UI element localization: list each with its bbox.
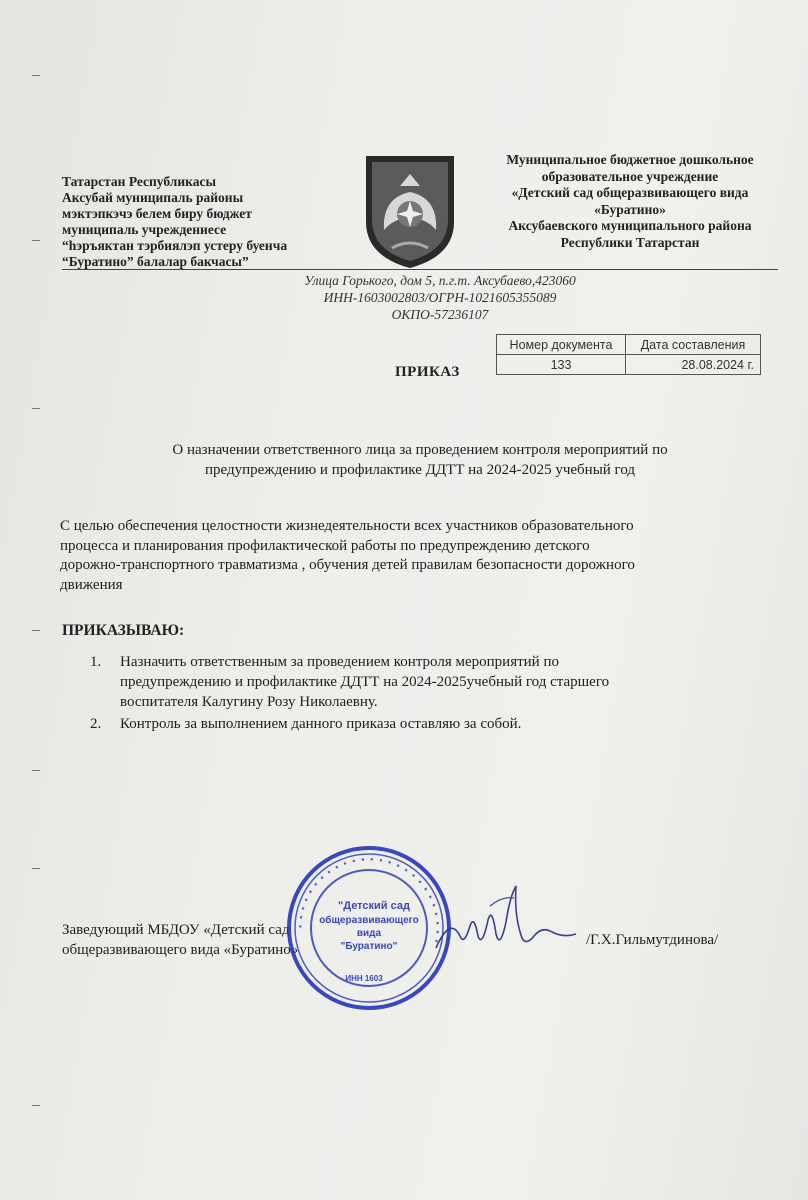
header-right-line: Муниципальное бюджетное дошкольное <box>506 152 754 167</box>
doc-number-header: Номер документа <box>497 335 626 355</box>
margin-mark <box>32 868 40 869</box>
doc-number-value: 133 <box>497 355 626 375</box>
preamble-line: процесса и планирования профилактической работы по предупреждению детского <box>60 537 590 554</box>
header-divider <box>62 269 778 270</box>
margin-mark <box>32 240 40 241</box>
stamp-text: "Детский сад <box>338 900 410 912</box>
header-right-line: образовательное учреждение <box>541 168 719 184</box>
margin-mark <box>32 630 40 631</box>
stamp-text: вида <box>356 928 382 939</box>
order-label: ПРИКАЗЫВАЮ: <box>62 622 185 639</box>
address-inn: ИНН-1603002803/ОГРН-1021605355089 <box>323 290 557 305</box>
preamble-line: дорожно-транспортного травматизма , обучения детей правилам безопасности дорожного <box>60 557 635 573</box>
header-left-line: “hэръяктан тэрбиялэп устеру буенча <box>62 238 288 253</box>
header-right-line: «Буратино» <box>594 201 666 217</box>
doc-date-header: Дата составления <box>626 335 761 355</box>
address-okpo: ОКПО-57236107 <box>391 307 489 322</box>
header-right-line: «Детский сад общеразвивающего вида <box>511 185 749 200</box>
address-street: Улица Горького, дом 5, п.г.т. Аксубаево,423060 <box>304 273 576 288</box>
subject-line: предупреждению и профилактике ДДТТ на 2024-2025 учебный год <box>204 462 636 478</box>
margin-mark <box>32 408 40 409</box>
header-right-russian <box>472 152 788 251</box>
stamp-text: общеразвивающего <box>319 915 419 926</box>
signer-name: /Г.Х.Гильмутдинова/ <box>586 932 719 948</box>
order-items-list <box>90 652 780 736</box>
header-left-line: Татарстан Республикасы <box>62 174 217 189</box>
item-number: 1. <box>90 654 102 670</box>
preamble-line: движения <box>60 576 123 593</box>
list-item <box>90 652 780 712</box>
header-left-line: муниципаль учреждениесе <box>62 222 227 237</box>
item-number: 2. <box>90 716 102 732</box>
order-preamble <box>60 517 790 595</box>
signer-title-line: общеразвивающего вида «Буратино» <box>62 942 299 958</box>
official-stamp <box>284 843 454 1013</box>
item-line: предупреждению и профилактике ДДТТ на 2024-2025учебный год старшего <box>120 674 610 690</box>
item-line: Назначить ответственным за проведением контроля мероприятий по <box>120 654 559 670</box>
header-left-line: “Буратино” балалар бакчасы” <box>62 254 249 269</box>
header-right-line: Аксубаевского муниципального района <box>508 218 752 233</box>
subject-line: О назначении ответственного лица за проведением контроля мероприятий по <box>172 442 668 458</box>
coat-of-arms-icon <box>362 152 458 272</box>
margin-mark <box>32 75 40 76</box>
document-title: ПРИКАЗ <box>395 364 460 380</box>
doc-date-value: 28.08.2024 г. <box>626 355 761 375</box>
document-info-table <box>496 334 761 375</box>
order-subject <box>60 440 780 480</box>
signer-title-line: Заведующий МБДОУ «Детский сад <box>62 922 290 938</box>
margin-mark <box>32 1105 40 1106</box>
header-left-line: Аксубай муниципаль районы <box>62 190 244 205</box>
stamp-text: ИНН 1603 <box>345 974 383 983</box>
svg-text:▪ ▪ ▪ ▪ ▪ ▪ ▪ ▪ ▪ ▪ ▪ ▪ ▪ ▪ ▪: ▪ ▪ ▪ ▪ ▪ ▪ ▪ ▪ ▪ ▪ ▪ ▪ ▪ ▪ ▪ ▪ ▪ ▪ ▪ ▪ ▪ ▪ ▪ ▪ ▪ ▪ <box>294 853 444 946</box>
signature-position <box>62 920 298 960</box>
margin-mark <box>32 770 40 771</box>
list-item <box>90 714 780 734</box>
stamp-text: "Буратино" <box>340 941 398 952</box>
header-left-tatar <box>62 174 352 270</box>
header-left-line: мэктэпкэчэ белем биру бюджет <box>62 206 252 221</box>
header-right-line: Республики Татарстан <box>560 234 700 250</box>
preamble-line: С целью обеспечения целостности жизнедеятельности всех участников образовательного <box>60 518 634 534</box>
address-block <box>260 272 620 323</box>
item-line: воспитателя Калугину Розу Николаевну. <box>120 694 378 710</box>
item-line: Контроль за выполнением данного приказа оставляю за собой. <box>120 716 522 732</box>
